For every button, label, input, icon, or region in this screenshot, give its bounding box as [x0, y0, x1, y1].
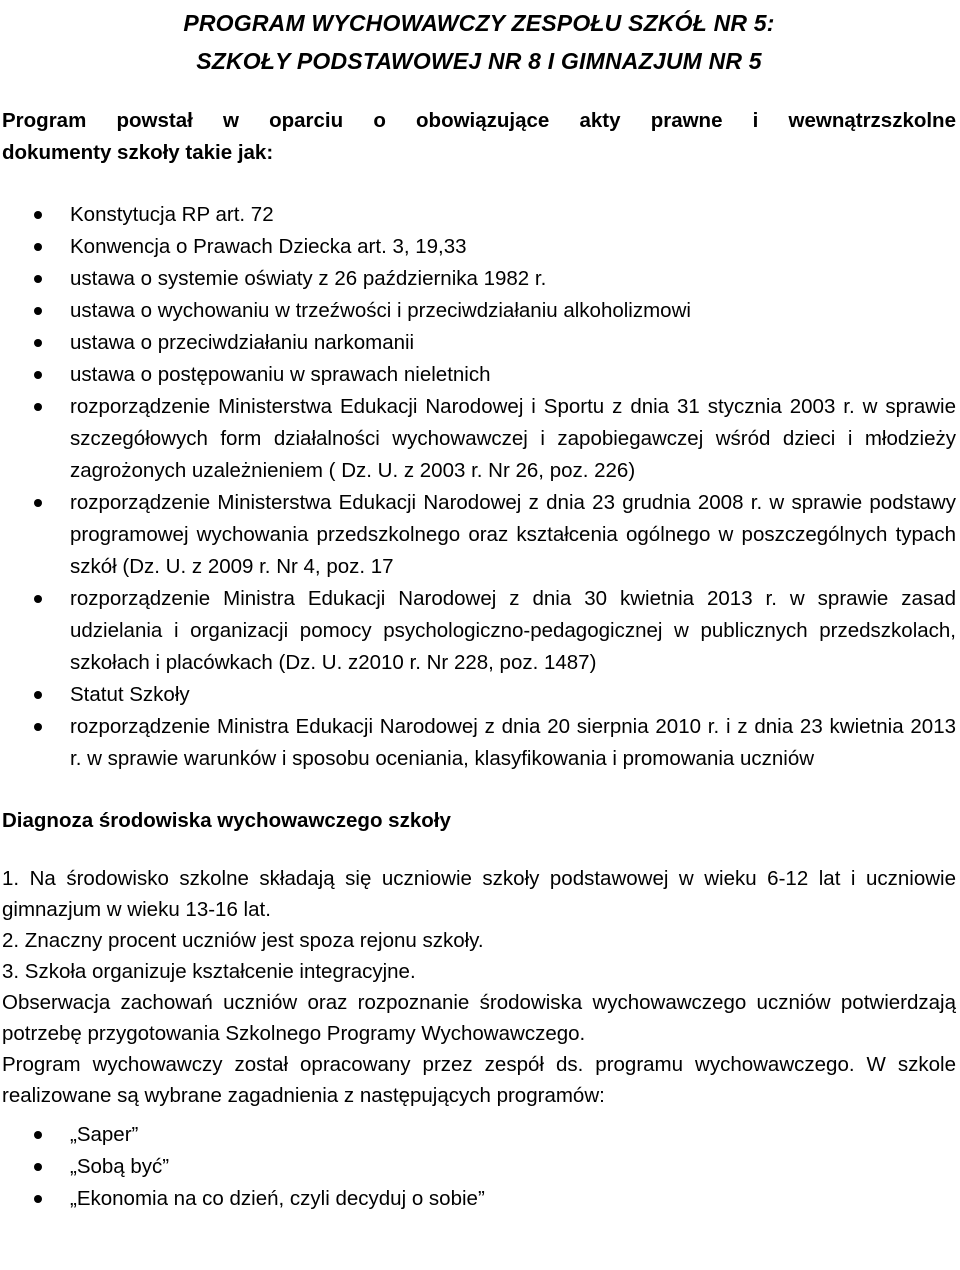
list-item-text: rozporządzenie Ministerstwa Edukacji Narodowej i Sportu z dnia 31 stycznia 2003 r. w sprawie szczegółowych form działalności wychowawczej i zapobiegawczej wśród dzieci i młodzieży zagrożonych uzależnieniem ( Dz. U. z 2003 r. Nr 26, poz. 226): [70, 395, 956, 482]
bullet-icon: [34, 243, 42, 251]
bullet-icon: [34, 211, 42, 219]
bullet-icon: [34, 1195, 42, 1203]
diagnosis-item-1: 1. Na środowisko szkolne składają się uczniowie szkoły podstawowej w wieku 6-12 lat i uczniowie gimnazjum w wieku 13-16 lat.: [2, 867, 956, 921]
bullet-icon: [34, 1163, 42, 1171]
list-item-text: ustawa o systemie oświaty z 26 października 1982 r.: [70, 267, 547, 290]
list-item: [2, 327, 956, 359]
list-item: [2, 295, 956, 327]
bullet-icon: [34, 275, 42, 283]
diagnosis-body: [2, 863, 956, 1111]
list-item-text: Statut Szkoły: [70, 683, 190, 706]
list-item: [2, 679, 956, 711]
observation-paragraph: Obserwacja zachowań uczniów oraz rozpoznanie środowiska wychowawczego uczniów potwierdzają potrzebę przygotowania Szkolnego Programy Wychowawczego.: [2, 991, 956, 1045]
bullet-icon: [34, 1131, 42, 1139]
list-item: [2, 359, 956, 391]
intro-line-1: Program powstał w oparciu o obowiązujące akty prawne i wewnątrzszkolne: [2, 109, 956, 132]
title-line-1: PROGRAM WYCHOWAWCZY ZESPOŁU SZKÓŁ NR 5:: [183, 10, 775, 36]
list-item-text: ustawa o postępowaniu w sprawach nieletnich: [70, 363, 491, 386]
intro-line-2: dokumenty szkoły takie jak:: [2, 141, 274, 164]
bullet-icon: [34, 307, 42, 315]
intro-paragraph: [2, 105, 956, 169]
list-item: [2, 1151, 956, 1183]
list-item: [2, 1119, 956, 1151]
bullet-icon: [34, 723, 42, 731]
section-heading: Diagnoza środowiska wychowawczego szkoły: [2, 809, 451, 832]
list-item-text: „Saper”: [70, 1123, 139, 1146]
list-item-text: ustawa o przeciwdziałaniu narkomanii: [70, 331, 415, 354]
list-item-text: rozporządzenie Ministra Edukacji Narodowej z dnia 30 kwietnia 2013 r. w sprawie zasad udzielania i organizacji pomocy psychologiczno-pedagogicznej w publicznych przedszkolach, szkołach i placówkach (Dz. U. z2010 r. Nr 228, poz. 1487): [70, 587, 956, 674]
list-item: [2, 199, 956, 231]
diagnosis-item-2: 2. Znaczny procent uczniów jest spoza rejonu szkoły.: [2, 929, 484, 952]
list-item-text: ustawa o wychowaniu w trzeźwości i przeciwdziałaniu alkoholizmowi: [70, 299, 691, 322]
list-item: [2, 391, 956, 487]
list-item: [2, 487, 956, 583]
list-item: [2, 711, 956, 775]
bullet-icon: [34, 595, 42, 603]
list-item-text: „Ekonomia na co dzień, czyli decyduj o sobie”: [70, 1187, 485, 1210]
list-item-text: Konstytucja RP art. 72: [70, 203, 274, 226]
list-item-text: „Sobą być”: [70, 1155, 170, 1178]
bullet-icon: [34, 403, 42, 411]
legal-acts-list: [2, 199, 956, 775]
list-item: [2, 1183, 956, 1215]
title-line-2: SZKOŁY PODSTAWOWEJ NR 8 I GIMNAZJUM NR 5: [196, 48, 762, 74]
list-item: [2, 231, 956, 263]
list-item-text: Konwencja o Prawach Dziecka art. 3, 19,33: [70, 235, 467, 258]
diagnosis-item-3: 3. Szkoła organizuje kształcenie integracyjne.: [2, 960, 416, 983]
document-title: [2, 0, 956, 80]
program-note-paragraph: Program wychowawczy został opracowany przez zespół ds. programu wychowawczego. W szkole realizowane są wybrane zagadnienia z następujących programów:: [2, 1053, 956, 1107]
bullet-icon: [34, 691, 42, 699]
bullet-icon: [34, 339, 42, 347]
list-item: [2, 583, 956, 679]
bullet-icon: [34, 371, 42, 379]
list-item-text: rozporządzenie Ministerstwa Edukacji Narodowej z dnia 23 grudnia 2008 r. w sprawie podstawy programowej wychowania przedszkolnego oraz kształcenia ogólnego w poszczególnych typach szkół (Dz. U. z 2009 r. Nr 4, poz. 17: [70, 491, 956, 578]
list-item: [2, 263, 956, 295]
bullet-icon: [34, 499, 42, 507]
programs-list: [2, 1119, 956, 1215]
list-item-text: rozporządzenie Ministra Edukacji Narodowej z dnia 20 sierpnia 2010 r. i z dnia 23 kwietnia 2013 r. w sprawie warunków i sposobu oceniania, klasyfikowania i promowania uczniów: [70, 715, 956, 770]
